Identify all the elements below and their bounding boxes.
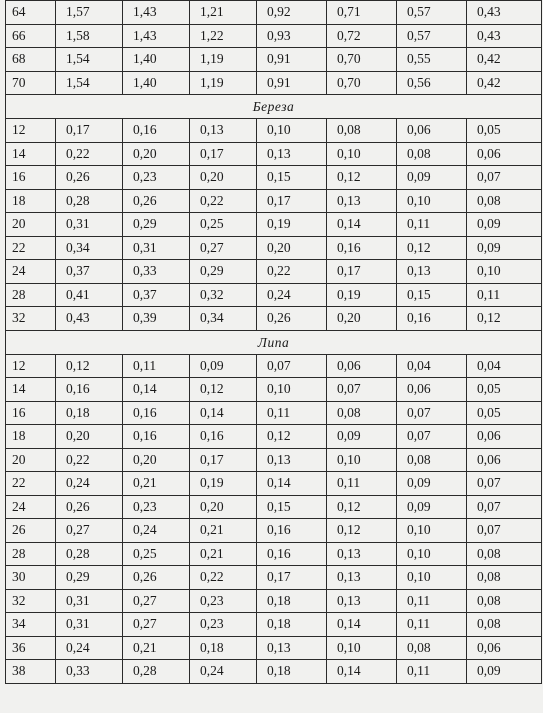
value-cell: 0,12 [56,354,123,378]
value-cell: 0,09 [190,354,257,378]
value-cell: 0,14 [327,660,397,684]
table-row [6,448,542,472]
value-cell: 0,16 [397,307,467,331]
value-cell: 0,23 [190,589,257,613]
value-cell: 0,20 [327,307,397,331]
value-cell: 0,18 [257,589,327,613]
table-row [6,636,542,660]
value-cell: 0,33 [56,660,123,684]
value-cell: 0,28 [56,542,123,566]
diameter-cell: 22 [6,472,56,496]
value-cell: 0,20 [257,236,327,260]
value-cell: 0,15 [397,283,467,307]
value-cell: 0,21 [190,542,257,566]
value-cell: 0,10 [327,448,397,472]
value-cell: 0,24 [56,636,123,660]
value-cell: 0,24 [190,660,257,684]
diameter-cell: 20 [6,213,56,237]
table-row [6,401,542,425]
value-cell: 0,19 [190,472,257,496]
value-cell: 0,11 [467,283,542,307]
value-cell: 0,55 [397,48,467,72]
table-row [6,378,542,402]
value-cell: 0,14 [257,472,327,496]
value-cell: 0,20 [190,166,257,190]
table-row [6,119,542,143]
value-cell: 0,08 [327,401,397,425]
value-cell: 0,10 [397,519,467,543]
table-row [6,613,542,637]
value-cell: 0,13 [327,566,397,590]
value-cell: 0,12 [327,495,397,519]
value-cell: 0,25 [190,213,257,237]
value-cell: 0,22 [56,448,123,472]
value-cell: 0,07 [467,519,542,543]
value-cell: 0,42 [467,71,542,95]
value-cell: 0,12 [327,519,397,543]
value-cell: 0,27 [123,613,190,637]
value-cell: 0,13 [327,589,397,613]
table-row [6,213,542,237]
value-cell: 0,09 [397,495,467,519]
diameter-cell: 68 [6,48,56,72]
value-cell: 0,31 [56,589,123,613]
value-cell: 0,05 [467,401,542,425]
value-cell: 0,33 [123,260,190,284]
value-cell: 0,13 [257,142,327,166]
value-cell: 0,11 [397,213,467,237]
value-cell: 0,37 [56,260,123,284]
table-row [6,166,542,190]
value-cell: 0,11 [397,660,467,684]
value-cell: 0,12 [467,307,542,331]
value-cell: 0,10 [327,636,397,660]
diameter-cell: 16 [6,401,56,425]
value-cell: 0,11 [257,401,327,425]
value-cell: 1,58 [56,24,123,48]
table-row [6,354,542,378]
value-cell: 0,22 [190,566,257,590]
value-cell: 0,17 [257,566,327,590]
value-cell: 0,23 [123,495,190,519]
value-cell: 0,16 [257,519,327,543]
value-cell: 0,21 [123,636,190,660]
diameter-cell: 32 [6,589,56,613]
value-cell: 0,11 [397,613,467,637]
value-cell: 0,07 [397,425,467,449]
value-cell: 0,08 [467,589,542,613]
value-cell: 0,31 [56,213,123,237]
value-cell: 0,07 [327,378,397,402]
value-cell: 0,13 [327,189,397,213]
value-cell: 0,06 [467,142,542,166]
value-cell: 1,54 [56,71,123,95]
value-cell: 0,28 [56,189,123,213]
value-cell: 1,57 [56,1,123,25]
value-cell: 0,26 [56,495,123,519]
value-cell: 0,39 [123,307,190,331]
value-cell: 0,24 [257,283,327,307]
value-cell: 0,16 [123,425,190,449]
value-cell: 0,27 [56,519,123,543]
value-cell: 0,10 [397,566,467,590]
value-cell: 0,08 [397,448,467,472]
diameter-cell: 16 [6,166,56,190]
value-cell: 0,17 [190,142,257,166]
value-cell: 0,70 [327,48,397,72]
value-cell: 0,12 [397,236,467,260]
value-cell: 0,09 [327,425,397,449]
value-cell: 0,28 [123,660,190,684]
table-row [6,519,542,543]
value-cell: 0,91 [257,48,327,72]
table-row [6,589,542,613]
value-cell: 0,06 [467,636,542,660]
value-cell: 0,29 [190,260,257,284]
value-cell: 0,07 [467,495,542,519]
value-cell: 0,18 [56,401,123,425]
value-cell: 0,57 [397,1,467,25]
diameter-cell: 64 [6,1,56,25]
diameter-cell: 12 [6,354,56,378]
diameter-cell: 24 [6,495,56,519]
value-cell: 0,72 [327,24,397,48]
value-cell: 0,10 [397,189,467,213]
value-cell: 0,26 [56,166,123,190]
value-cell: 0,16 [123,119,190,143]
value-cell: 0,19 [327,283,397,307]
value-cell: 0,22 [190,189,257,213]
value-cell: 0,13 [257,636,327,660]
value-cell: 0,16 [123,401,190,425]
value-cell: 0,07 [467,166,542,190]
value-cell: 0,70 [327,71,397,95]
value-cell: 0,14 [327,613,397,637]
value-cell: 0,04 [467,354,542,378]
value-cell: 0,06 [397,378,467,402]
value-cell: 0,21 [190,519,257,543]
value-cell: 0,05 [467,378,542,402]
diameter-cell: 12 [6,119,56,143]
value-cell: 0,20 [123,448,190,472]
value-cell: 0,08 [397,636,467,660]
table-row [6,660,542,684]
value-cell: 0,27 [190,236,257,260]
value-cell: 0,08 [467,613,542,637]
value-cell: 0,31 [123,236,190,260]
value-cell: 0,34 [56,236,123,260]
value-cell: 0,11 [397,589,467,613]
value-cell: 0,56 [397,71,467,95]
value-cell: 0,93 [257,24,327,48]
value-cell: 0,06 [467,448,542,472]
value-cell: 0,23 [190,613,257,637]
table-row [6,566,542,590]
value-cell: 0,08 [397,142,467,166]
value-cell: 0,06 [467,425,542,449]
table-row [6,24,542,48]
value-cell: 0,57 [397,24,467,48]
value-cell: 1,19 [190,48,257,72]
value-cell: 1,40 [123,71,190,95]
value-cell: 0,19 [257,213,327,237]
value-cell: 0,17 [327,260,397,284]
value-cell: 1,54 [56,48,123,72]
table-row [6,495,542,519]
value-cell: 0,09 [467,236,542,260]
table-row [6,260,542,284]
value-cell: 0,07 [397,401,467,425]
diameter-cell: 24 [6,260,56,284]
table-row [6,283,542,307]
table-row [6,48,542,72]
value-cell: 0,05 [467,119,542,143]
diameter-cell: 70 [6,71,56,95]
value-cell: 1,43 [123,24,190,48]
value-cell: 0,27 [123,589,190,613]
value-cell: 0,17 [56,119,123,143]
diameter-cell: 26 [6,519,56,543]
diameter-cell: 38 [6,660,56,684]
value-cell: 0,20 [56,425,123,449]
value-cell: 0,25 [123,542,190,566]
value-cell: 0,24 [123,519,190,543]
section-header-row [6,330,542,354]
value-cell: 0,43 [56,307,123,331]
value-cell: 0,09 [467,660,542,684]
section-title: Липа [6,330,542,354]
diameter-cell: 66 [6,24,56,48]
value-cell: 0,06 [327,354,397,378]
value-cell: 0,42 [467,48,542,72]
value-cell: 0,22 [56,142,123,166]
table-row [6,425,542,449]
value-cell: 0,09 [467,213,542,237]
value-cell: 0,10 [467,260,542,284]
value-cell: 0,26 [257,307,327,331]
value-cell: 0,91 [257,71,327,95]
value-cell: 0,41 [56,283,123,307]
value-cell: 0,26 [123,566,190,590]
value-cell: 0,32 [190,283,257,307]
value-cell: 0,10 [327,142,397,166]
data-table-container [5,0,541,684]
value-cell: 0,12 [190,378,257,402]
diameter-cell: 18 [6,189,56,213]
value-cell: 1,19 [190,71,257,95]
value-cell: 0,08 [327,119,397,143]
value-cell: 0,20 [123,142,190,166]
value-cell: 0,16 [327,236,397,260]
value-cell: 0,21 [123,472,190,496]
diameter-cell: 34 [6,613,56,637]
value-cell: 1,21 [190,1,257,25]
diameter-cell: 14 [6,142,56,166]
value-cell: 0,11 [327,472,397,496]
value-cell: 0,29 [123,213,190,237]
value-cell: 0,16 [257,542,327,566]
value-cell: 0,13 [190,119,257,143]
value-cell: 0,10 [257,119,327,143]
value-cell: 0,37 [123,283,190,307]
diameter-cell: 22 [6,236,56,260]
value-cell: 0,14 [190,401,257,425]
value-cell: 0,14 [123,378,190,402]
value-cell: 0,43 [467,24,542,48]
section-title: Береза [6,95,542,119]
table-row [6,542,542,566]
table-body [6,1,542,684]
value-cell: 0,08 [467,566,542,590]
value-cell: 0,10 [257,378,327,402]
value-cell: 0,12 [257,425,327,449]
diameter-cell: 32 [6,307,56,331]
value-cell: 0,17 [257,189,327,213]
table-row [6,1,542,25]
value-cell: 0,07 [467,472,542,496]
value-cell: 0,04 [397,354,467,378]
value-cell: 0,16 [56,378,123,402]
diameter-cell: 28 [6,283,56,307]
diameter-cell: 14 [6,378,56,402]
value-cell: 0,22 [257,260,327,284]
value-cell: 0,13 [257,448,327,472]
value-cell: 0,18 [257,660,327,684]
diameter-cell: 36 [6,636,56,660]
value-cell: 0,16 [190,425,257,449]
diameter-cell: 28 [6,542,56,566]
table-row [6,189,542,213]
value-cell: 1,43 [123,1,190,25]
value-cell: 0,31 [56,613,123,637]
value-cell: 0,09 [397,166,467,190]
value-cell: 0,10 [397,542,467,566]
value-cell: 0,29 [56,566,123,590]
value-cell: 1,22 [190,24,257,48]
table-row [6,71,542,95]
value-cell: 0,09 [397,472,467,496]
value-cell: 0,92 [257,1,327,25]
value-cell: 0,43 [467,1,542,25]
value-cell: 0,14 [327,213,397,237]
value-cell: 0,34 [190,307,257,331]
diameter-cell: 20 [6,448,56,472]
value-cell: 0,06 [397,119,467,143]
value-cell: 0,08 [467,542,542,566]
value-cell: 0,26 [123,189,190,213]
value-cell: 0,23 [123,166,190,190]
value-cell: 0,24 [56,472,123,496]
value-cell: 0,18 [190,636,257,660]
value-cell: 0,17 [190,448,257,472]
volume-table [5,0,542,684]
table-row [6,142,542,166]
value-cell: 0,20 [190,495,257,519]
diameter-cell: 18 [6,425,56,449]
value-cell: 0,12 [327,166,397,190]
value-cell: 0,15 [257,166,327,190]
table-row [6,236,542,260]
value-cell: 1,40 [123,48,190,72]
diameter-cell: 30 [6,566,56,590]
value-cell: 0,07 [257,354,327,378]
value-cell: 0,18 [257,613,327,637]
table-row [6,472,542,496]
value-cell: 0,15 [257,495,327,519]
section-header-row [6,95,542,119]
value-cell: 0,08 [467,189,542,213]
table-row [6,307,542,331]
value-cell: 0,11 [123,354,190,378]
value-cell: 0,13 [327,542,397,566]
value-cell: 0,71 [327,1,397,25]
value-cell: 0,13 [397,260,467,284]
